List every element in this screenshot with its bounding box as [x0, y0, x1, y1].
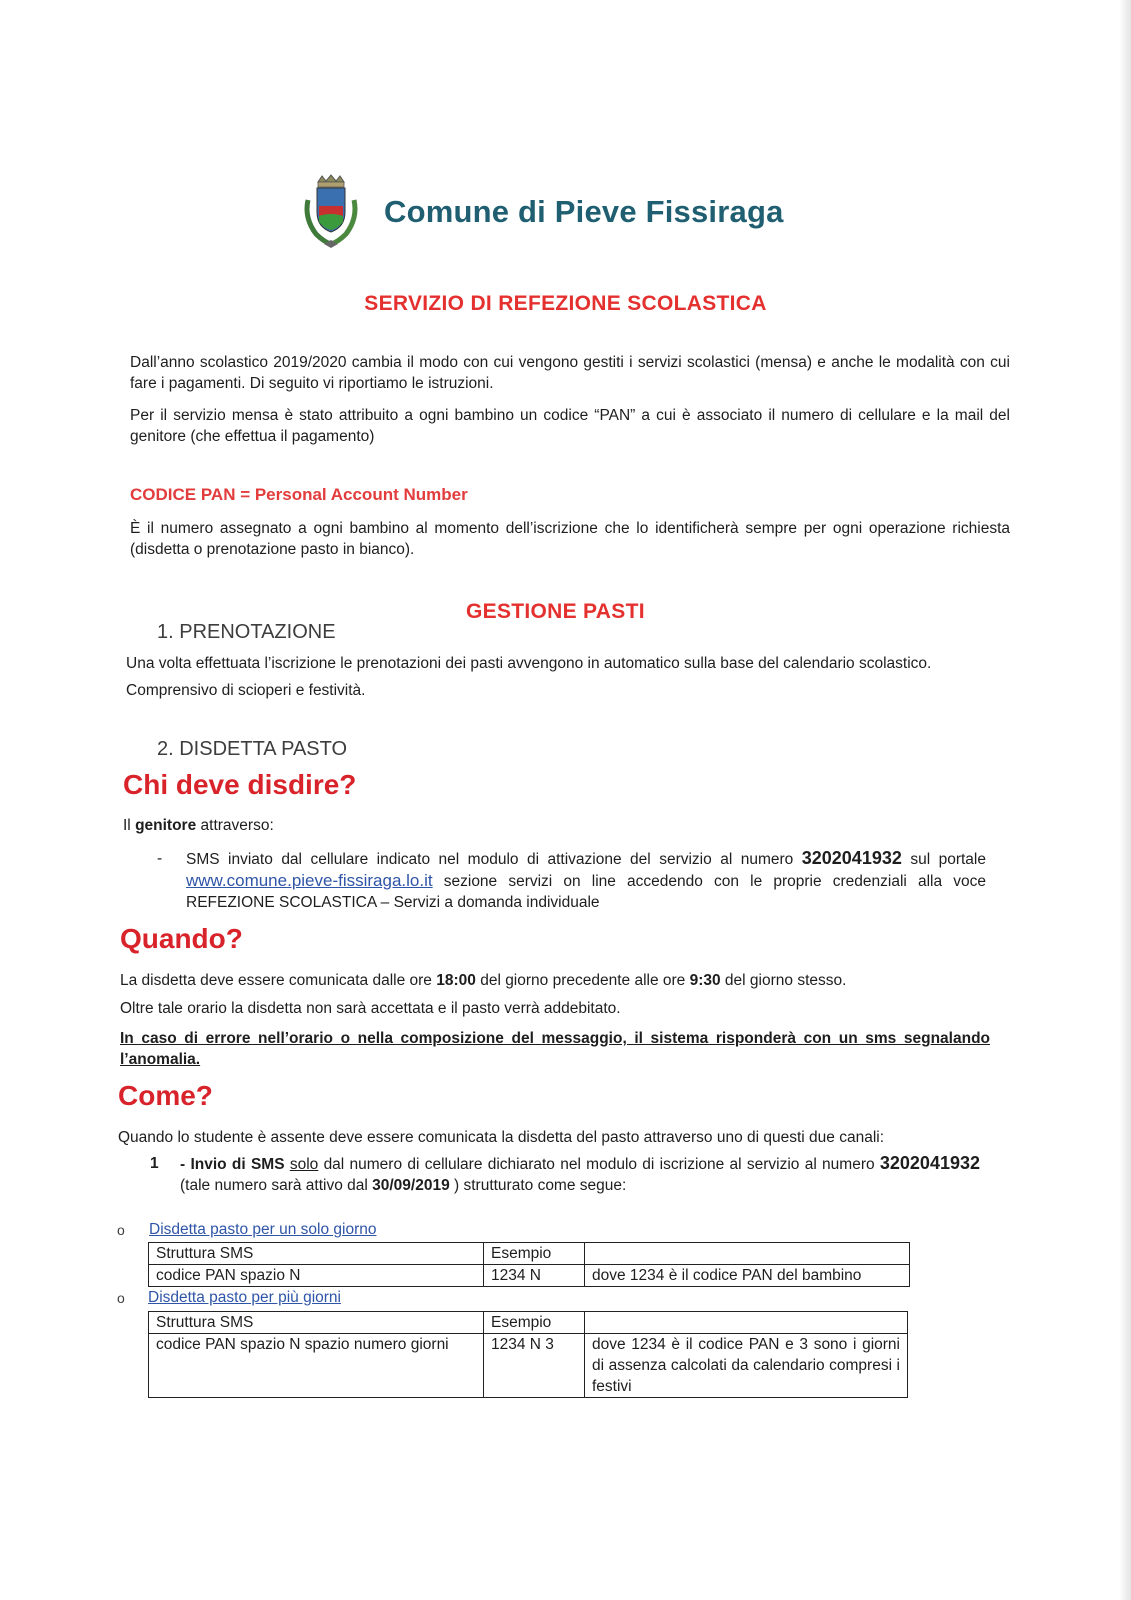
- intro-paragraph-2: Per il servizio mensa è stato attribuito a ogni bambino un codice “PAN” a cui è associato il numero di cellulare e la mail del genitore (che effettua il pagamento): [130, 407, 1010, 445]
- list-dash: -: [157, 850, 163, 867]
- intro-paragraph-1: Dall’anno scolastico 2019/2020 cambia il modo con cui vengono gestiti i servizi scolastici (mensa) e anche le modalità con cui fare i pagamenti. Di seguito vi riportiamo le istruzioni.: [130, 354, 1010, 392]
- table-row: [149, 1334, 908, 1398]
- page-title: SERVIZIO DI REFEZIONE SCOLASTICA: [364, 292, 767, 315]
- channel-solo: solo: [289, 1156, 319, 1173]
- channel-number: 1: [150, 1155, 159, 1172]
- table-row: [149, 1312, 908, 1334]
- genitore-bold: genitore: [135, 817, 197, 834]
- channel-paren: (tale numero sarà attivo dal: [180, 1177, 373, 1194]
- section-title-gestione: GESTIONE PASTI: [466, 600, 645, 623]
- genitore-post: attraverso:: [196, 817, 274, 834]
- prenotazione-paragraph-2: Comprensivo di scioperi e festività.: [126, 682, 366, 699]
- sms-table-multiple-days: [148, 1311, 908, 1398]
- question-chi: Chi deve disdire?: [123, 769, 357, 800]
- quando-warning: In caso di errore nell’orario o nella composizione del messaggio, il sistema risponderà con un sms segnalando l’anomalia.: [120, 1030, 990, 1068]
- channel-number-value: 3202041932: [879, 1153, 980, 1173]
- table-cell: dove 1234 è il codice PAN del bambino: [585, 1265, 910, 1287]
- table-cell: 1234 N: [484, 1265, 585, 1287]
- come-paragraph: Quando lo studente è assente deve essere comunicata la disdetta del pasto attraverso uno di questi due canali:: [118, 1129, 885, 1146]
- question-come: Come?: [118, 1080, 213, 1111]
- channel-pre: - Invio di SMS: [180, 1156, 285, 1173]
- table-header-cell: Esempio: [484, 1243, 585, 1265]
- time-start: 18:00: [436, 972, 476, 989]
- org-name: Comune di Pieve Fissiraga: [384, 194, 784, 229]
- time-end: 9:30: [689, 972, 721, 989]
- channel-date: 30/09/2019: [372, 1177, 450, 1194]
- option-title-multiple-days: Disdetta pasto per più giorni: [148, 1289, 342, 1306]
- table-cell: codice PAN spazio N: [149, 1265, 484, 1287]
- sms-table-single-day: [148, 1242, 910, 1287]
- portal-link[interactable]: www.comune.pieve-fissiraga.lo.it: [186, 871, 433, 890]
- header: [300, 172, 820, 252]
- channel-mid: dal numero di cellulare dichiarato nel modulo di iscrizione al servizio al numero: [318, 1156, 880, 1173]
- genitore-line: [123, 815, 274, 836]
- sms-instructions: [186, 848, 986, 913]
- table-row: [149, 1265, 910, 1287]
- channel-sms-description: [180, 1153, 980, 1196]
- channel-post: ) strutturato come segue:: [449, 1177, 627, 1194]
- bullet-icon: o: [117, 1222, 125, 1238]
- quando-paragraph-1: [120, 970, 1000, 991]
- pan-heading: CODICE PAN = Personal Account Number: [130, 485, 468, 504]
- prenotazione-paragraph-1: Una volta effettuata l’iscrizione le prenotazioni dei pasti avvengono in automatico sulla base del calendario scolastico.: [126, 655, 932, 672]
- sms-number: 3202041932: [801, 848, 902, 868]
- table-header-cell: [585, 1312, 908, 1334]
- quando-p1-mid: del giorno precedente alle ore: [475, 972, 690, 989]
- table-header-cell: Esempio: [484, 1312, 585, 1334]
- table-header-cell: [585, 1243, 910, 1265]
- bullet-icon: o: [117, 1290, 125, 1306]
- question-quando: Quando?: [120, 923, 243, 954]
- table-header-cell: Struttura SMS: [149, 1312, 484, 1334]
- option-title-single-day: Disdetta pasto per un solo giorno: [149, 1221, 377, 1238]
- pan-description: È il numero assegnato a ogni bambino al momento dell’iscrizione che lo identificherà sempre per ogni operazione richiesta (disdetta o prenotazione pasto in bianco).: [130, 520, 1010, 558]
- genitore-pre: Il: [123, 817, 136, 834]
- subheading-prenotazione: 1. PRENOTAZIONE: [157, 621, 336, 643]
- subheading-disdetta: 2. DISDETTA PASTO: [157, 738, 348, 760]
- table-cell: 1234 N 3: [484, 1334, 585, 1398]
- quando-p1-pre: La disdetta deve essere comunicata dalle ore: [120, 972, 437, 989]
- sms-post: sezione servizi on line accedendo con le proprie credenziali alla voce REFEZIONE SCOLASTICA – Servizi a domanda individuale: [186, 873, 986, 911]
- quando-paragraph-2: Oltre tale orario la disdetta non sarà accettata e il pasto verrà addebitato.: [120, 1000, 621, 1017]
- table-cell: dove 1234 è il codice PAN e 3 sono i giorni di assenza calcolati da calendario compresi i festivi: [585, 1334, 908, 1398]
- sms-pre: SMS inviato dal cellulare indicato nel modulo di attivazione del servizio al numero: [186, 851, 802, 868]
- table-row: [149, 1243, 910, 1265]
- table-cell: codice PAN spazio N spazio numero giorni: [149, 1334, 484, 1398]
- sms-mid: sul portale: [901, 851, 986, 868]
- quando-p1-post: del giorno stesso.: [720, 972, 847, 989]
- scan-edge-shadow: [1119, 0, 1131, 1600]
- coat-of-arms-icon: [300, 172, 362, 250]
- table-header-cell: Struttura SMS: [149, 1243, 484, 1265]
